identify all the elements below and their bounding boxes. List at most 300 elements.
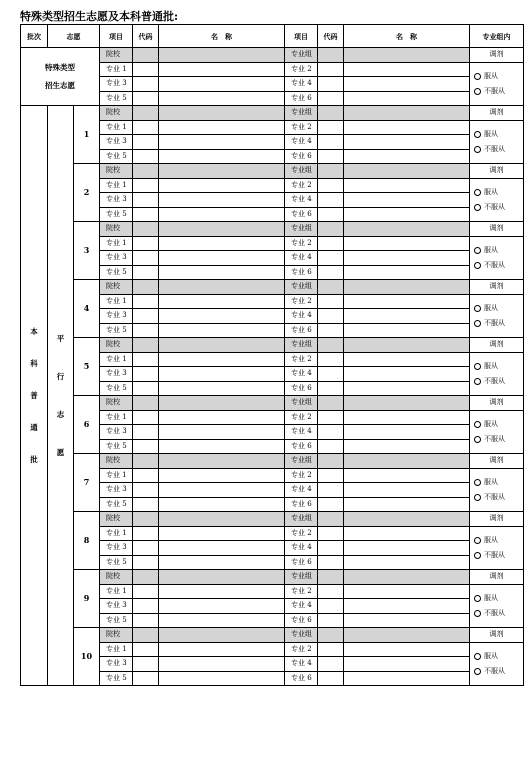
fucong-option[interactable] xyxy=(470,127,523,142)
group-name-field[interactable] xyxy=(344,48,470,63)
major-name-field[interactable] xyxy=(159,149,285,164)
group-code-field[interactable] xyxy=(318,48,344,63)
bufucong-option[interactable] xyxy=(470,432,523,447)
major-label: 专业 6 xyxy=(285,439,318,454)
major-code-field[interactable] xyxy=(133,323,159,338)
major-code-field[interactable] xyxy=(318,526,344,541)
major-name-field[interactable] xyxy=(344,497,470,512)
major-name-field[interactable] xyxy=(344,207,470,222)
group-code-field[interactable] xyxy=(318,222,344,237)
school-code-field[interactable] xyxy=(133,48,159,63)
school-code-field[interactable] xyxy=(133,454,159,469)
major-code-field[interactable] xyxy=(318,439,344,454)
major-name-field[interactable] xyxy=(159,193,285,208)
major-code-field[interactable] xyxy=(318,309,344,324)
major-name-field[interactable] xyxy=(344,294,470,309)
major-code-field[interactable] xyxy=(133,236,159,251)
radio-icon[interactable] xyxy=(474,363,481,370)
major-label: 专业 3 xyxy=(100,657,133,672)
tiaoji-label: 调剂 xyxy=(470,628,524,643)
major-code-field[interactable] xyxy=(318,149,344,164)
group-name-field[interactable] xyxy=(344,570,470,585)
major-code-field[interactable] xyxy=(318,613,344,628)
radio-icon[interactable] xyxy=(474,262,481,269)
school-label: 院校 xyxy=(100,396,133,411)
major-name-field[interactable] xyxy=(344,671,470,686)
major-name-field[interactable] xyxy=(344,62,470,77)
major-label: 专业 2 xyxy=(285,526,318,541)
major-code-field[interactable] xyxy=(133,526,159,541)
major-label: 专业 5 xyxy=(100,613,133,628)
major-name-field[interactable] xyxy=(344,367,470,382)
fucong-option[interactable] xyxy=(470,243,523,258)
major-code-field[interactable] xyxy=(133,584,159,599)
major-code-field[interactable] xyxy=(133,193,159,208)
special-line: 特殊类型 xyxy=(45,62,75,72)
major-code-field[interactable] xyxy=(318,251,344,266)
radio-icon[interactable] xyxy=(474,479,481,486)
tiaoji-options xyxy=(470,62,524,106)
major-code-field[interactable] xyxy=(318,497,344,512)
major-name-field[interactable] xyxy=(159,294,285,309)
batch-char: 本 xyxy=(30,326,38,336)
major-name-field[interactable] xyxy=(159,352,285,367)
major-code-field[interactable] xyxy=(318,120,344,135)
major-name-field[interactable] xyxy=(159,642,285,657)
major-name-field[interactable] xyxy=(159,207,285,222)
group-label: 专业组 xyxy=(285,512,318,527)
fucong-option[interactable] xyxy=(470,359,523,374)
major-label: 专业 1 xyxy=(100,62,133,77)
major-code-field[interactable] xyxy=(133,251,159,266)
major-name-field[interactable] xyxy=(344,178,470,193)
major-code-field[interactable] xyxy=(133,425,159,440)
bufucong-option[interactable] xyxy=(470,548,523,563)
major-label: 专业 4 xyxy=(285,657,318,672)
radio-icon[interactable] xyxy=(474,320,481,327)
major-code-field[interactable] xyxy=(318,62,344,77)
major-name-field[interactable] xyxy=(344,555,470,570)
major-name-field[interactable] xyxy=(159,236,285,251)
major-name-field[interactable] xyxy=(159,526,285,541)
major-name-field[interactable] xyxy=(344,265,470,280)
major-name-field[interactable] xyxy=(159,555,285,570)
radio-icon[interactable] xyxy=(474,552,481,559)
school-label: 院校 xyxy=(100,628,133,643)
school-code-field[interactable] xyxy=(133,338,159,353)
major-code-field[interactable] xyxy=(318,584,344,599)
school-row xyxy=(21,454,524,469)
school-code-field[interactable] xyxy=(133,222,159,237)
group-label: 专业组 xyxy=(285,106,318,121)
group-name-field[interactable] xyxy=(344,454,470,469)
major-code-field[interactable] xyxy=(133,555,159,570)
major-label: 专业 2 xyxy=(285,352,318,367)
fucong-label: 服从 xyxy=(484,303,498,312)
major-code-field[interactable] xyxy=(318,91,344,106)
major-code-field[interactable] xyxy=(318,381,344,396)
batch-char: 科 xyxy=(30,358,38,368)
group-number: 6 xyxy=(74,396,100,454)
bufucong-label: 不服从 xyxy=(484,550,505,559)
major-code-field[interactable] xyxy=(318,207,344,222)
major-label: 专业 2 xyxy=(285,62,318,77)
major-name-field[interactable] xyxy=(159,468,285,483)
major-name-field[interactable] xyxy=(159,367,285,382)
major-label: 专业 4 xyxy=(285,77,318,92)
fucong-label: 服从 xyxy=(484,361,498,370)
major-name-field[interactable] xyxy=(159,439,285,454)
radio-icon[interactable] xyxy=(474,595,481,602)
major-name-field[interactable] xyxy=(159,62,285,77)
major-label: 专业 1 xyxy=(100,584,133,599)
major-name-field[interactable] xyxy=(344,77,470,92)
school-row xyxy=(21,106,524,121)
application-form-table xyxy=(20,24,524,686)
bufucong-label: 不服从 xyxy=(484,144,505,153)
major-code-field[interactable] xyxy=(133,77,159,92)
bufucong-label: 不服从 xyxy=(484,608,505,617)
major-code-field[interactable] xyxy=(133,178,159,193)
group-name-field[interactable] xyxy=(344,222,470,237)
major-code-field[interactable] xyxy=(133,91,159,106)
major-name-field[interactable] xyxy=(159,381,285,396)
fucong-option[interactable] xyxy=(470,591,523,606)
major-name-field[interactable] xyxy=(159,483,285,498)
header-pici: 批次 xyxy=(21,25,48,48)
major-label: 专业 3 xyxy=(100,367,133,382)
major-label: 专业 1 xyxy=(100,468,133,483)
major-name-field[interactable] xyxy=(344,381,470,396)
major-code-field[interactable] xyxy=(318,352,344,367)
major-name-field[interactable] xyxy=(159,613,285,628)
tiaoji-label: 调剂 xyxy=(470,454,524,469)
school-name-field[interactable] xyxy=(159,106,285,121)
major-name-field[interactable] xyxy=(344,149,470,164)
school-code-field[interactable] xyxy=(133,396,159,411)
group-code-field[interactable] xyxy=(318,628,344,643)
major-label: 专业 4 xyxy=(285,309,318,324)
radio-icon[interactable] xyxy=(474,247,481,254)
major-code-field[interactable] xyxy=(318,294,344,309)
major-label: 专业 5 xyxy=(100,555,133,570)
major-name-field[interactable] xyxy=(344,309,470,324)
major-name-field[interactable] xyxy=(159,120,285,135)
bufucong-option[interactable] xyxy=(470,374,523,389)
major-code-field[interactable] xyxy=(133,294,159,309)
group-code-field[interactable] xyxy=(318,512,344,527)
major-name-field[interactable] xyxy=(344,642,470,657)
page-title: 特殊类型招生志愿及本科普通批: xyxy=(20,10,179,23)
major-name-field[interactable] xyxy=(159,410,285,425)
major-label: 专业 2 xyxy=(285,410,318,425)
school-name-field[interactable] xyxy=(159,48,285,63)
school-row xyxy=(21,280,524,295)
major-name-field[interactable] xyxy=(344,425,470,440)
group-code-field[interactable] xyxy=(318,570,344,585)
major-code-field[interactable] xyxy=(133,671,159,686)
major-code-field[interactable] xyxy=(318,671,344,686)
school-row xyxy=(21,48,524,63)
major-label: 专业 5 xyxy=(100,671,133,686)
group-code-field[interactable] xyxy=(318,338,344,353)
major-code-field[interactable] xyxy=(133,410,159,425)
major-code-field[interactable] xyxy=(318,236,344,251)
major-code-field[interactable] xyxy=(318,468,344,483)
group-code-field[interactable] xyxy=(318,280,344,295)
major-code-field[interactable] xyxy=(133,468,159,483)
major-label: 专业 1 xyxy=(100,236,133,251)
tiaoji-options xyxy=(470,352,524,396)
major-name-field[interactable] xyxy=(344,439,470,454)
radio-icon[interactable] xyxy=(474,189,481,196)
radio-icon[interactable] xyxy=(474,378,481,385)
major-code-field[interactable] xyxy=(318,265,344,280)
major-label: 专业 5 xyxy=(100,323,133,338)
major-name-field[interactable] xyxy=(344,599,470,614)
major-label: 专业 6 xyxy=(285,671,318,686)
major-name-field[interactable] xyxy=(159,77,285,92)
major-code-field[interactable] xyxy=(133,367,159,382)
radio-icon[interactable] xyxy=(474,436,481,443)
major-name-field[interactable] xyxy=(344,410,470,425)
batch-label xyxy=(21,106,48,686)
group-code-field[interactable] xyxy=(318,454,344,469)
major-code-field[interactable] xyxy=(133,483,159,498)
radio-icon[interactable] xyxy=(474,494,481,501)
major-code-field[interactable] xyxy=(133,657,159,672)
school-label: 院校 xyxy=(100,512,133,527)
major-code-field[interactable] xyxy=(318,541,344,556)
major-name-field[interactable] xyxy=(344,251,470,266)
major-name-field[interactable] xyxy=(159,425,285,440)
fucong-option[interactable] xyxy=(470,185,523,200)
school-row xyxy=(21,338,524,353)
bufucong-option[interactable] xyxy=(470,664,523,679)
school-code-field[interactable] xyxy=(133,570,159,585)
major-code-field[interactable] xyxy=(318,599,344,614)
major-code-field[interactable] xyxy=(133,62,159,77)
fucong-option[interactable] xyxy=(470,649,523,664)
major-code-field[interactable] xyxy=(133,642,159,657)
group-code-field[interactable] xyxy=(318,396,344,411)
major-name-field[interactable] xyxy=(159,91,285,106)
header-mingcheng: 名 称 xyxy=(159,25,285,48)
major-name-field[interactable] xyxy=(159,541,285,556)
major-name-field[interactable] xyxy=(159,309,285,324)
radio-icon[interactable] xyxy=(474,610,481,617)
parallel-char: 平 xyxy=(56,333,65,343)
major-label: 专业 1 xyxy=(100,526,133,541)
school-row xyxy=(21,164,524,179)
major-name-field[interactable] xyxy=(344,613,470,628)
major-label: 专业 4 xyxy=(285,135,318,150)
major-name-field[interactable] xyxy=(344,541,470,556)
major-name-field[interactable] xyxy=(159,584,285,599)
radio-icon[interactable] xyxy=(474,305,481,312)
major-label: 专业 3 xyxy=(100,135,133,150)
major-label: 专业 4 xyxy=(285,193,318,208)
bufucong-label: 不服从 xyxy=(484,492,505,501)
tiaoji-options xyxy=(470,236,524,280)
major-label: 专业 6 xyxy=(285,265,318,280)
major-name-field[interactable] xyxy=(159,265,285,280)
major-code-field[interactable] xyxy=(318,483,344,498)
major-code-field[interactable] xyxy=(133,149,159,164)
group-name-field[interactable] xyxy=(344,396,470,411)
major-code-field[interactable] xyxy=(133,613,159,628)
major-code-field[interactable] xyxy=(133,207,159,222)
major-name-field[interactable] xyxy=(344,193,470,208)
radio-icon[interactable] xyxy=(474,146,481,153)
bufucong-option[interactable] xyxy=(470,258,523,273)
school-name-field[interactable] xyxy=(159,628,285,643)
major-name-field[interactable] xyxy=(159,135,285,150)
major-label: 专业 2 xyxy=(285,468,318,483)
major-label: 专业 3 xyxy=(100,483,133,498)
major-code-field[interactable] xyxy=(318,642,344,657)
group-name-field[interactable] xyxy=(344,338,470,353)
major-code-field[interactable] xyxy=(133,381,159,396)
fucong-option[interactable] xyxy=(470,475,523,490)
radio-icon[interactable] xyxy=(474,668,481,675)
major-code-field[interactable] xyxy=(318,425,344,440)
school-name-field[interactable] xyxy=(159,280,285,295)
major-name-field[interactable] xyxy=(344,526,470,541)
major-code-field[interactable] xyxy=(318,193,344,208)
school-name-field[interactable] xyxy=(159,338,285,353)
bufucong-option[interactable] xyxy=(470,84,523,99)
major-name-field[interactable] xyxy=(344,120,470,135)
major-name-field[interactable] xyxy=(159,323,285,338)
fucong-option[interactable] xyxy=(470,301,523,316)
radio-icon[interactable] xyxy=(474,537,481,544)
major-code-field[interactable] xyxy=(318,135,344,150)
major-name-field[interactable] xyxy=(344,323,470,338)
major-code-field[interactable] xyxy=(133,439,159,454)
school-name-field[interactable] xyxy=(159,164,285,179)
major-code-field[interactable] xyxy=(318,367,344,382)
fucong-option[interactable] xyxy=(470,417,523,432)
major-code-field[interactable] xyxy=(133,541,159,556)
major-label: 专业 5 xyxy=(100,265,133,280)
bufucong-option[interactable] xyxy=(470,316,523,331)
bufucong-option[interactable] xyxy=(470,142,523,157)
major-code-field[interactable] xyxy=(318,77,344,92)
school-name-field[interactable] xyxy=(159,396,285,411)
major-name-field[interactable] xyxy=(159,599,285,614)
major-name-field[interactable] xyxy=(344,352,470,367)
major-label: 专业 4 xyxy=(285,251,318,266)
radio-icon[interactable] xyxy=(474,131,481,138)
group-name-field[interactable] xyxy=(344,164,470,179)
major-name-field[interactable] xyxy=(159,671,285,686)
group-name-field[interactable] xyxy=(344,628,470,643)
major-code-field[interactable] xyxy=(318,178,344,193)
school-label: 院校 xyxy=(100,454,133,469)
group-code-field[interactable] xyxy=(318,106,344,121)
school-name-field[interactable] xyxy=(159,512,285,527)
major-code-field[interactable] xyxy=(133,135,159,150)
major-name-field[interactable] xyxy=(344,135,470,150)
major-code-field[interactable] xyxy=(133,497,159,512)
school-name-field[interactable] xyxy=(159,454,285,469)
major-label: 专业 1 xyxy=(100,410,133,425)
group-label: 专业组 xyxy=(285,570,318,585)
major-code-field[interactable] xyxy=(133,120,159,135)
group-name-field[interactable] xyxy=(344,106,470,121)
major-code-field[interactable] xyxy=(318,555,344,570)
group-number: 9 xyxy=(74,570,100,628)
group-label: 专业组 xyxy=(285,164,318,179)
radio-icon[interactable] xyxy=(474,88,481,95)
major-label: 专业 3 xyxy=(100,193,133,208)
school-code-field[interactable] xyxy=(133,164,159,179)
bufucong-option[interactable] xyxy=(470,490,523,505)
group-label: 专业组 xyxy=(285,48,318,63)
school-code-field[interactable] xyxy=(133,512,159,527)
fucong-option[interactable] xyxy=(470,533,523,548)
tiaoji-options xyxy=(470,178,524,222)
group-name-field[interactable] xyxy=(344,512,470,527)
fucong-label: 服从 xyxy=(484,651,498,660)
major-code-field[interactable] xyxy=(318,657,344,672)
major-label: 专业 3 xyxy=(100,309,133,324)
major-label: 专业 1 xyxy=(100,642,133,657)
radio-icon[interactable] xyxy=(474,204,481,211)
school-code-field[interactable] xyxy=(133,280,159,295)
school-name-field[interactable] xyxy=(159,222,285,237)
group-label: 专业组 xyxy=(285,628,318,643)
major-name-field[interactable] xyxy=(159,178,285,193)
major-code-field[interactable] xyxy=(133,309,159,324)
major-code-field[interactable] xyxy=(133,599,159,614)
school-code-field[interactable] xyxy=(133,628,159,643)
major-label: 专业 2 xyxy=(285,120,318,135)
major-name-field[interactable] xyxy=(344,91,470,106)
major-code-field[interactable] xyxy=(133,265,159,280)
major-name-field[interactable] xyxy=(344,468,470,483)
group-label: 专业组 xyxy=(285,280,318,295)
major-name-field[interactable] xyxy=(344,584,470,599)
major-label: 专业 6 xyxy=(285,207,318,222)
group-name-field[interactable] xyxy=(344,280,470,295)
major-name-field[interactable] xyxy=(159,657,285,672)
major-code-field[interactable] xyxy=(318,410,344,425)
major-name-field[interactable] xyxy=(159,497,285,512)
bufucong-option[interactable] xyxy=(470,200,523,215)
major-code-field[interactable] xyxy=(318,323,344,338)
radio-icon[interactable] xyxy=(474,421,481,428)
header-zhuanyezunei: 专业组内 xyxy=(470,25,524,48)
school-label: 院校 xyxy=(100,280,133,295)
major-name-field[interactable] xyxy=(159,251,285,266)
bufucong-label: 不服从 xyxy=(484,434,505,443)
fucong-option[interactable] xyxy=(470,69,523,84)
bufucong-option[interactable] xyxy=(470,606,523,621)
radio-icon[interactable] xyxy=(474,73,481,80)
parallel-char: 行 xyxy=(56,371,65,381)
school-code-field[interactable] xyxy=(133,106,159,121)
group-code-field[interactable] xyxy=(318,164,344,179)
special-line: 招生志愿 xyxy=(45,80,75,90)
school-name-field[interactable] xyxy=(159,570,285,585)
major-code-field[interactable] xyxy=(133,352,159,367)
major-name-field[interactable] xyxy=(344,483,470,498)
major-name-field[interactable] xyxy=(344,236,470,251)
major-name-field[interactable] xyxy=(344,657,470,672)
radio-icon[interactable] xyxy=(474,653,481,660)
